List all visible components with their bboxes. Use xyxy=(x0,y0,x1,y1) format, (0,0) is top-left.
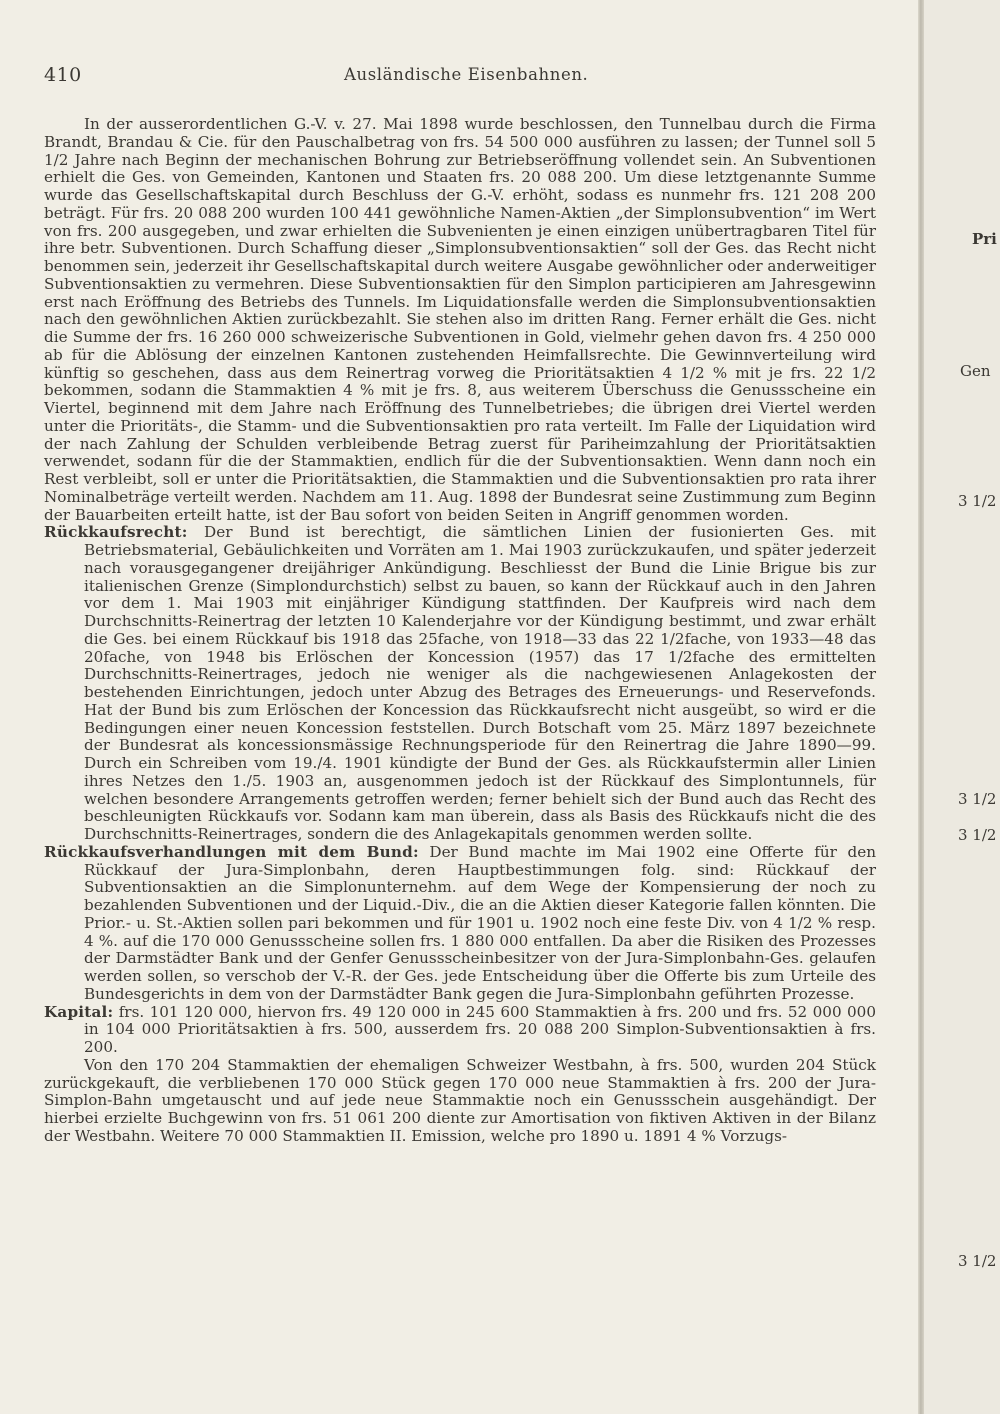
margin-note: 3 1/2 xyxy=(958,790,997,808)
margin-note: Pri xyxy=(972,230,997,248)
running-title: Ausländische Eisenbahnen. xyxy=(344,65,589,84)
paragraph-final: Von den 170 204 Stammaktien der ehemaligen Schweizer Westbahn, à frs. 500, wurden 204 Stück zurückgekauft, die verbliebenen 170 000 Stück gegen 170 000 neue Stammaktien à frs. 200 der Jura-Simplon-Bahn umgetauscht und auf jede neue Stammaktie noch ein Genussschein ausgehändigt. Der hierbei erzielte Buchgewinn von frs. 51 061 200 diente zur Amortisation von fiktiven Aktiven in der Bilanz der Westbahn. Weitere 70 000 Stammaktien II. Emission, welche pro 1890 u. 1891 4 % Vorzugs- xyxy=(44,1055,876,1145)
page-number: 410 xyxy=(44,64,82,86)
section-text-rueckkaufsrecht: Der Bund ist berechtigt, die sämtlichen Linien der fusionierten Ges. mit Betriebsmaterial, Gebäulichkeiten und Vorräten am 1. Mai 1903 zurückzukaufen, und später jederzeit nach vorausgegangener dreijähriger Ankündigung. Beschliesst der Bund die Linie Brigue bis zur italienischen Grenze (Simplondurchstich) selbst zu bauen, so kann der Rückkauf auch in den Jahren vor dem 1. Mai 1903 mit einjähriger Kündigung stattfinden. Der Kaufpreis wird nach dem Durchschnitts-Reinertrag der letzten 10 Kalenderjahre vor der Kündigung bestimmt, und zwar erhält die Ges. bei einem Rückkauf bis 1918 das 25fache, von 1918—33 das 22 1/2fache, von 1933—48 das 20fache, von 1948 bis Erlöschen der Koncession (1957) das 17 1/2fache des ermittelten Durchschnitts-Reinertrages, jedoch nie weniger als die nachgewiesenen Anlagekosten der bestehenden Einrichtungen, jedoch unter Abzug des Betrages des Erneuerungs- und Reservefonds. Hat der Bund bis zum Erlöschen der Koncession das Rückkaufsrecht nicht ausgeübt, so wird er die Bedingungen einer neuen Koncession feststellen. Durch Botschaft vom 25. März 1897 bezeichnete der Bundesrat als koncessionsmässige Rechnungsperiode für den Reinertrag die Jahre 1890—99. Durch ein Schreiben vom 19./4. 1901 kündigte der Bund der Ges. als Rückkaufstermin aller Linien ihres Netzes den 1./5. 1903 an, ausgenommen jedoch ist der Rückkauf des Simplontunnels, für welchen besondere Arrangements getroffen werden; ferner behielt sich der Bund auch das Recht des beschleunigten Rückkaufs vor. Sodann kam man überein, dass als Basis des Rückkaufs nicht die des Durchschnitts-Reinertrages, sondern die des Anlagekapitals genommen werden sollte. xyxy=(84,523,876,843)
margin-note: Gen xyxy=(960,362,991,380)
paragraph-kapital xyxy=(44,1004,876,1057)
paragraph-rueckkaufsrecht xyxy=(44,524,876,844)
margin-note: 3 1/2 xyxy=(958,826,997,844)
section-heading-kapital: Kapital: xyxy=(44,1002,114,1021)
adjacent-page-margin xyxy=(956,0,1000,1414)
section-text-verhandlungen: Der Bund machte im Mai 1902 eine Offerte für den Rückkauf der Jura-Simplonbahn, deren Hauptbestimmungen folg. sind: Rückkauf der Subventionsaktien an die Simplonunternehm. auf dem Wege der Kompensierung der noch zu bezahlenden Subventionen und der Liquid.-Div., die an die Aktien dieser Kategorie fallen könnten. Die Prior.- u. St.-Aktien sollen pari bekommen und für 1901 u. 1902 noch eine feste Div. von 4 1/2 % resp. 4 %. auf die 170 000 Genussscheine sollen frs. 1 880 000 entfallen. Da aber die Risiken des Prozesses der Darmstädter Bank und der Genfer Genussscheinbesitzer von der Jura-Simplonbahn-Ges. gelaufen werden sollen, so verschob der V.-R. der Ges. jede Entscheidung über die Offerte bis zum Urteile des Bundesgerichts in dem von der Darmstädter Bank gegen die Jura-Simplonbahn geführten Prozesse. xyxy=(84,842,877,1003)
body-text xyxy=(44,116,876,1146)
section-heading-verhandlungen: Rückkaufsverhandlungen mit dem Bund: xyxy=(44,842,419,861)
section-heading-rueckkaufsrecht: Rückkaufsrecht: xyxy=(44,523,188,542)
paragraph-verhandlungen xyxy=(44,844,876,1004)
margin-note: 3 1/2 xyxy=(958,1252,997,1270)
section-text-kapital: frs. 101 120 000, hiervon frs. 49 120 000 in 245 600 Stammaktien à frs. 200 und frs. 52 000 000 in 104 000 Prioritätsaktien à frs. 500, ausserdem frs. 20 088 200 Simplon-Subventionsaktien à frs. 200. xyxy=(84,1002,877,1056)
page-header xyxy=(44,64,882,90)
margin-note: 3 1/2 xyxy=(958,492,997,510)
paragraph-intro: In der ausserordentlichen G.-V. v. 27. Mai 1898 wurde beschlossen, den Tunnelbau durch die Firma Brandt, Brandau & Cie. für den Pauschalbetrag von frs. 54 500 000 ausführen zu lassen; der Tunnel soll 5 1/2 Jahre nach Beginn der mechanischen Bohrung zur Betriebseröffnung vollendet sein. An Subventionen erhielt die Ges. von Gemeinden, Kantonen und Staaten frs. 20 088 200. Um diese letztgenannte Summe wurde das Gesellschaftskapital durch Beschluss der G.-V. erhöht, sodass es nunmehr frs. 121 208 200 beträgt. Für frs. 20 088 200 wurden 100 441 gewöhnliche Namen-Aktien „der Simplonsubvention“ im Wert von frs. 200 ausgegeben, und zwar erhielten die Subvenienten je einen einzigen unübertragbaren Titel für ihre betr. Subventionen. Durch Schaffung dieser „Simplonsubventionsaktien“ soll der Ges. das Recht nicht benommen sein, jederzeit ihr Gesellschaftskapital durch weitere Ausgabe gewöhnlicher oder anderweitiger Subventionsaktien zu vermehren. Diese Subventionsaktien für den Simplon participieren am Jahresgewinn erst nach Eröffnung des Betriebs des Tunnels. Im Liquidationsfalle werden die Simplonsubventionsaktien nach den gewöhnlichen Aktien zurückbezahlt. Sie stehen also im dritten Rang. Ferner erhält die Ges. nicht die Summe der frs. 16 260 000 schweizerische Subventionen in Gold, vielmehr gehen davon frs. 4 250 000 ab für die Ablösung der einzelnen Kantonen zustehenden Heimfallsrechte. Die Gewinnverteilung wird künftig so geschehen, dass aus dem Reinertrag vorweg die Prioritätsaktien 4 1/2 % mit je frs. 22 1/2 bekommen, sodann die Stammaktien 4 % mit je frs. 8, aus weiterem Überschuss die Genussscheine ein Viertel, beginnend mit dem Jahre nach Eröffnung des Tunnelbetriebes; die übrigen drei Viertel werden unter die Prioritäts-, die Stamm- und die Subventionsaktien pro rata verteilt. Im Falle der Liquidation wird der nach Zahlung der Schulden verbleibende Betrag zuerst für Pariheimzahlung der Prioritätsaktien verwendet, sodann für die der Stammaktien, endlich für die der Subventionsaktien. Wenn dann noch ein Rest verbleibt, soll er unter die Prioritätsaktien, die Stammaktien und die Subventionsaktien pro rata ihrer Nominalbeträge verteilt werden. Nachdem am 11. Aug. 1898 der Bundesrat seine Zustimmung zum Beginn der Bauarbeiten erteilt hatte, ist der Bau sofort von beiden Seiten in Angriff genommen worden. xyxy=(44,115,876,524)
